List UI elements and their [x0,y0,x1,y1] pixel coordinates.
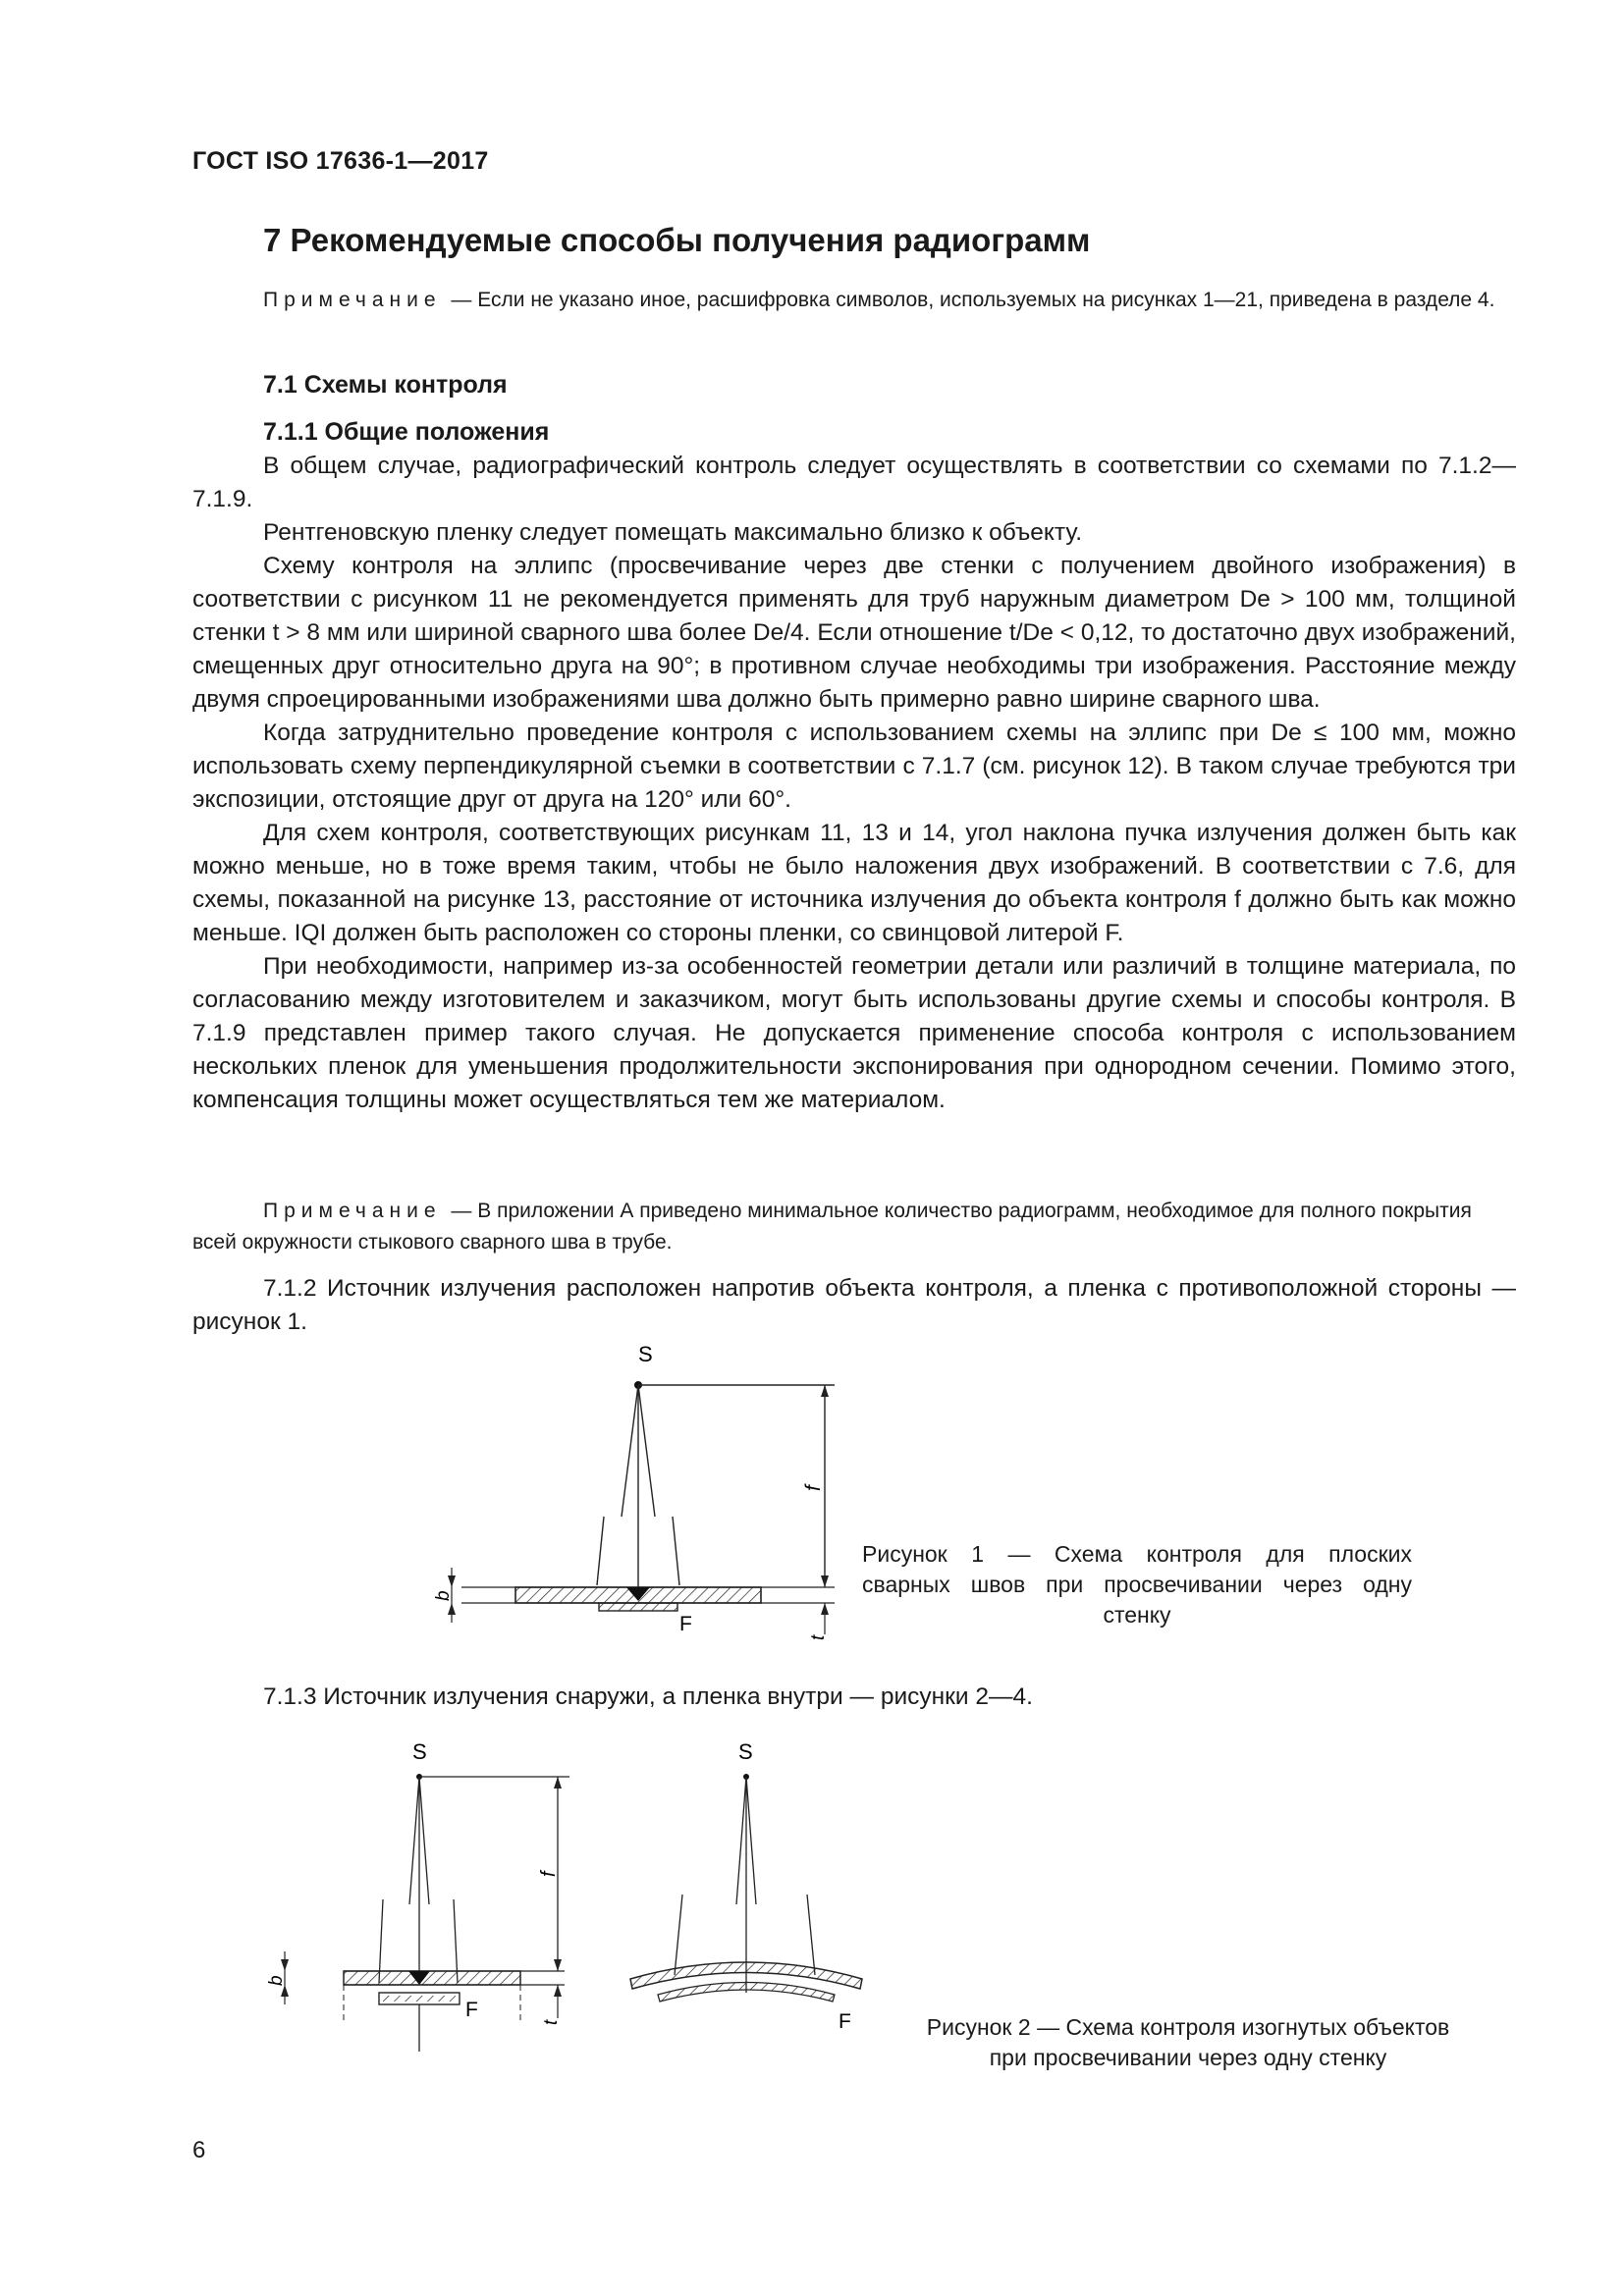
note-1 [192,285,1516,316]
figure-1-film-label: F [679,1613,692,1635]
page-number: 6 [192,2137,206,2163]
figure-1-source-label: S [638,1342,653,1366]
section-title: 7 Рекомендуемые способы получения радиограмм [263,222,1091,258]
note-2 [192,1196,1516,1258]
note-2-label: Примечание [263,1200,442,1222]
figure-2-source-label: S [412,1739,427,1764]
figure-2-film-label: F [465,1999,478,2021]
curved-object-section [344,1971,520,1985]
paragraph-4: Когда затруднительно проведение контроля с использованием схемы на эллипс при De ≤ 100 мм, можно использовать схему перпендикулярной съемки в соответствии с 7.1.7 (см. рисунок 12). В таком случае требуются три экспозиции, отстоящие друг от друга на 120° или 60°. [192,720,1516,813]
note-1-text: — Если не указано иное, расшифровка символов, используемых на рисунках 1—21, приведена в разделе 4. [445,289,1495,311]
figure-1-diagram [422,1340,884,1654]
subsection-7-1-2 [192,1272,1516,1339]
figure-1-caption: Рисунок 1 — Схема контроля для плоских сварных швов при просвечивании через одну стенку [862,1541,1412,1628]
figure-2-distance-label: f [538,1871,560,1877]
subsection-7-1-title: 7.1 Схемы контроля [263,371,508,399]
note-1-label: Примечание [263,289,442,311]
general-provisions-body [192,450,1516,1117]
figure-2-film-label-right: F [839,2010,851,2033]
subsection-7-1-3 [192,1681,1516,1714]
paragraph-3: Схему контроля на эллипс (просвечивание через две стенки с получением двойного изображения) в соответствии с рисунком 11 не рекомендуется применять для труб наружным диаметром De > 100 мм, толщиной стенки t > 8 мм или шириной сварного шва более De/4. Если отношение t/De < 0,12, то достаточно двух изображений, смещенных друг относительно друга на 90°; в противном случае необходимы три изображения. Расстояние между двумя спроецированными изображениями шва должно быть примерно равно ширине сварного шва. [192,553,1516,713]
document-header: ГОСТ ISO 17636-1—2017 [192,147,489,175]
note-2-text: — В приложении А приведено минимальное количество радиограмм, необходимое для полного покрытия всей окружности стыкового сварного шва в трубе. [192,1200,1472,1254]
paragraph-1: В общем случае, радиографический контроль следует осуществлять в соответствии со схемами по 7.1.2—7.1.9. [192,453,1516,512]
figure-2-thickness-label: t [541,2019,562,2025]
subsection-7-1-3-text: 7.1.3 Источник излучения снаружи, а пленка внутри — рисунки 2—4. [263,1683,1033,1710]
figure-1-thickness-label: t [808,1634,829,1640]
film-cassette [599,1603,677,1611]
figure-2-diagram [245,1728,893,2052]
figure-2-caption: Рисунок 2 — Схема контроля изогнутых объектов при просвечивании через одну стенку [926,2014,1450,2070]
figure-2-weld-width-label: b [266,1975,287,1986]
subsection-7-1-2-text: 7.1.2 Источник излучения расположен напротив объекта контроля, а пленка с противоположной стороны — рисунок 1. [192,1275,1516,1335]
paragraph-6: При необходимости, например из-за особенностей геометрии детали или различий в толщине материала, по согласованию между изготовителем и заказчиком, могут быть использованы другие схемы и способы контроля. В 7.1.9 представлен пример такого случая. Не допускается применение способа контроля с использованием нескольких пленок для уменьшения продолжительности экспонирования при однородном сечении. Помимо этого, компенсация толщины может осуществляться тем же материалом. [192,953,1516,1113]
paragraph-5: Для схем контроля, соответствующих рисункам 11, 13 и 14, угол наклона пучка излучения должен быть как можно меньше, но в тоже время таким, чтобы не было наложения двух изображений. В соответствии с 7.6, для схемы, показанной на рисунке 13, расстояние от источника излучения до объекта контроля f должно быть как можно меньше. IQI должен быть расположен со стороны пленки, со свинцовой литерой F. [192,820,1516,946]
paragraph-2: Рентгеновскую пленку следует помещать максимально близко к объекту. [263,519,1083,546]
figure-1-weld-width-label: b [433,1590,454,1601]
subsection-7-1-1-title: 7.1.1 Общие положения [263,418,550,446]
figure-2-source-label-right: S [738,1739,753,1764]
figure-1-distance-label: f [802,1485,825,1491]
